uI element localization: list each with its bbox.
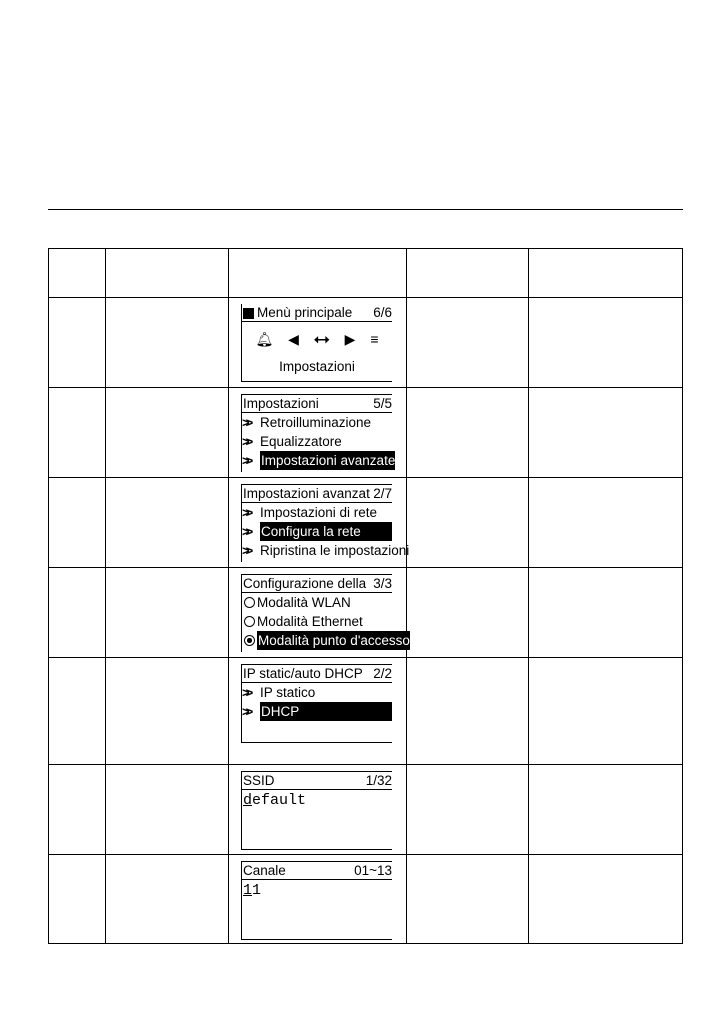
chevron-right-icon: >> [242, 704, 250, 719]
screen-index: 6/6 [373, 305, 392, 320]
screen-title: Configurazione della [243, 576, 367, 591]
triangle-left-icon: ◀ [288, 330, 299, 347]
header-cell [229, 249, 407, 298]
menu-item: IP statico [260, 685, 316, 700]
table-row [49, 658, 683, 765]
home-icon [243, 308, 254, 319]
screen-title: Impostazioni [243, 396, 319, 411]
menu-item-selected: DHCP [260, 702, 392, 721]
table-row [49, 298, 683, 388]
option-item-selected: Modalità punto d'accesso [258, 633, 410, 648]
menu-item: Retroilluminazione [260, 415, 372, 430]
table-row [49, 855, 683, 944]
menu-item: Equalizzatore [260, 434, 342, 449]
screen-title: SSID [243, 773, 275, 788]
menu-item: Ripristina le impostazioni [260, 543, 410, 558]
chevron-right-icon: >> [242, 453, 250, 468]
table-row [49, 765, 683, 855]
wrench-icon: ⭤ [313, 327, 330, 350]
option-item: Modalità Ethernet [257, 614, 363, 629]
menu-item-selected: Impostazioni avanzate [261, 453, 396, 468]
screen-title: IP static/auto DHCP [243, 666, 363, 681]
chevron-right-icon: >> [242, 434, 250, 449]
menu-caption: Impostazioni [279, 359, 355, 374]
menu-item: Impostazioni di rete [260, 505, 378, 520]
header-cell [106, 249, 229, 298]
screen-index: 01~13 [354, 863, 392, 878]
edit-cursor: 1 [243, 882, 253, 899]
screen-index: 2/2 [373, 666, 392, 681]
lcd-screen-advanced-settings [241, 484, 410, 562]
header-cell [407, 249, 529, 298]
header-cell [49, 249, 106, 298]
chevron-right-icon: >> [242, 505, 250, 520]
table-row [49, 388, 683, 478]
screen-title: Canale [243, 863, 286, 878]
menu-item-selected: Configura la rete [260, 522, 392, 541]
edit-cursor: d [243, 792, 253, 809]
ssid-value: default [243, 792, 307, 809]
radio-on-icon [244, 635, 255, 646]
lcd-screen-network-config [241, 574, 410, 652]
channel-value: 11 [243, 882, 262, 899]
instruction-table [48, 248, 683, 944]
bell-icon: 🔔︎ [255, 330, 274, 347]
option-item: Modalità WLAN [257, 595, 351, 610]
section-divider [48, 209, 683, 210]
radio-off-icon [244, 616, 255, 627]
chevron-right-icon: >> [242, 543, 250, 558]
lcd-screen-ip-mode [241, 664, 392, 742]
chevron-right-icon: >> [242, 415, 250, 430]
screen-title: Impostazioni avanzat [243, 486, 370, 501]
menu-icon-row [242, 322, 392, 356]
table-header-row [49, 249, 683, 298]
header-cell [529, 249, 683, 298]
screen-index: 5/5 [373, 396, 392, 411]
radio-off-icon [244, 597, 255, 608]
screen-index: 3/3 [373, 576, 392, 591]
lcd-screen-ssid [241, 771, 392, 849]
table-row [49, 568, 683, 658]
chevron-right-icon: >> [242, 685, 250, 700]
screen-index: 1/32 [365, 773, 392, 788]
lcd-screen-channel [241, 861, 392, 939]
screen-index: 2/7 [373, 486, 392, 501]
lcd-screen-main-menu [241, 304, 392, 382]
screen-title: Menù principale [257, 305, 353, 320]
triangle-right-icon: ▶ [344, 330, 356, 347]
list-icon: ≡ [370, 330, 379, 347]
lcd-screen-settings [241, 394, 396, 472]
chevron-right-icon: >> [242, 524, 250, 539]
table-row [49, 478, 683, 568]
